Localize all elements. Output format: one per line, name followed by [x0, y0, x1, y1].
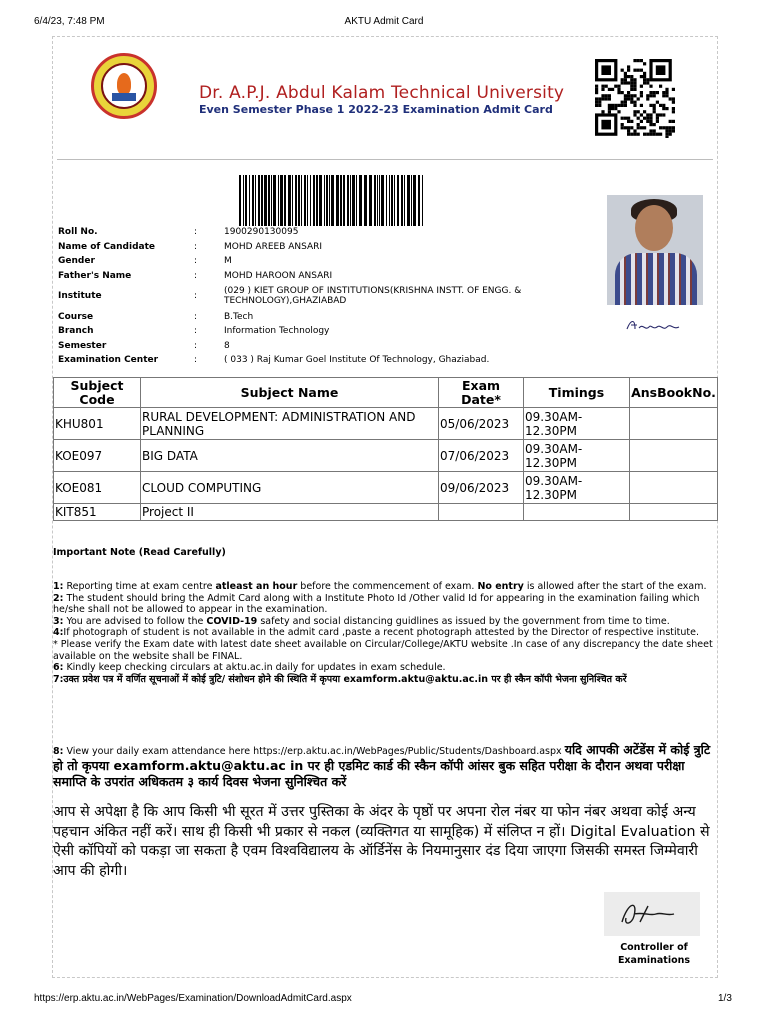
subject-date: 07/06/2023: [439, 440, 524, 472]
info-row: [58, 269, 584, 284]
note-6: 6: Kindly keep checking circulars at aktu.ac.in daily for updates in exam schedule.: [53, 662, 446, 674]
subject-table: [53, 377, 718, 521]
info-value: 8: [224, 340, 230, 351]
hindi-instruction: आप से अपेक्षा है कि आप किसी भी सूरत में उत्तर पुस्तिका के अंदर के पृष्ठों पर अपना रोल नंबर या फोन नंबर अथवा कोई अन्य पहचान अंकित नहीं करें। साथ ही किसी भी प्रकार से नकल (व्यक्तिगत या सामूहिक) में संलिप्त न हों। Digital Evaluation से ऐसी कॉपियों को पकड़ा जा सकता है एवम विश्वविद्यालय के ऑर्डिनेंस के नियमानुसार दंड दिया जाएगा जिसकी समस्त जिम्मेवारी आप की होगी।: [53, 804, 710, 879]
subject-name: CLOUD COMPUTING: [141, 472, 439, 504]
subject-code: KHU801: [54, 408, 141, 440]
info-label: Examination Center: [58, 355, 159, 366]
info-colon: :: [194, 227, 198, 238]
info-row: [58, 324, 584, 339]
info-value: B.Tech: [224, 311, 254, 322]
print-title: AKTU Admit Card: [344, 16, 424, 27]
info-label: Name of Candidate: [58, 241, 155, 252]
th-subject-name: Subject Name: [141, 378, 439, 408]
subject-name: RURAL DEVELOPMENT: ADMINISTRATION AND PLANNING: [141, 408, 439, 440]
info-label: Gender: [58, 256, 95, 267]
subject-row: [54, 472, 718, 504]
subject-name: Project II: [141, 504, 439, 521]
subject-name: BIG DATA: [141, 440, 439, 472]
print-page-number: 1/3: [718, 993, 732, 1004]
subject-ansbook: [630, 408, 718, 440]
important-note-heading: Important Note (Read Carefully): [53, 547, 226, 558]
note-1: 1: Reporting time at exam centre atleast an hour before the commencement of exam. No entry is allowed after the start of the exam.: [53, 581, 707, 592]
info-label: Branch: [58, 326, 94, 337]
note-7: 7:उक्त प्रवेश पत्र में वर्णित सूचनाओं में कोई त्रुटि/ संशोधन होने की स्थिति में कृपया examform.aktu@aktu.ac.in पर ही स्कैन कॉपी भेजना सुनिश्चित करें: [53, 673, 627, 685]
admit-card: [52, 36, 718, 978]
subject-ansbook: [630, 472, 718, 504]
info-colon: :: [194, 311, 198, 322]
subject-date: [439, 504, 524, 521]
university-logo: [91, 53, 157, 119]
th-exam-date: Exam Date*: [439, 378, 524, 408]
note-3: 3: You are advised to follow the COVID-19 safety and social distancing guidlines as issued by the government from time to time.: [53, 615, 670, 627]
info-row: [58, 309, 584, 324]
info-label: Roll No.: [58, 227, 98, 238]
print-datetime: 6/4/23, 7:48 PM: [34, 16, 105, 27]
subject-row: [54, 408, 718, 440]
qr-code: [593, 58, 677, 138]
info-value: Information Technology: [224, 326, 330, 337]
subject-timings: [524, 504, 630, 521]
student-info: [58, 225, 584, 368]
note-2: 2: The student should bring the Admit Card along with a Institute Photo Id /Other valid Id for appearing in the examination failing which he/she shall not be allowed to appear in the examination.: [53, 592, 700, 616]
candidate-signature: [623, 315, 689, 335]
subject-row: [54, 504, 718, 521]
info-value: MOHD AREEB ANSARI: [224, 241, 323, 252]
print-url: https://erp.aktu.ac.in/WebPages/Examination/DownloadAdmitCard.aspx: [34, 993, 352, 1004]
info-colon: :: [194, 271, 198, 282]
info-colon: :: [194, 326, 198, 337]
info-row: [58, 283, 584, 309]
info-row: [58, 353, 584, 368]
info-label: Semester: [58, 340, 107, 351]
info-colon: :: [194, 291, 198, 302]
info-label: Course: [58, 311, 94, 322]
subject-timings: 09.30AM-12.30PM: [524, 472, 630, 504]
exam-title: Even Semester Phase 1 2022-23 Examination Admit Card: [199, 103, 553, 116]
controller-label: Controller of Examinations: [617, 942, 691, 966]
info-row: [58, 240, 584, 255]
info-value: (029 ) KIET GROUP OF INSTITUTIONS(KRISHNA INSTT. OF ENGG. & TECHNOLOGY),GHAZIABAD: [224, 286, 522, 307]
th-subject-code: Subject Code: [54, 378, 141, 408]
info-colon: :: [194, 340, 198, 351]
subject-code: KIT851: [54, 504, 141, 521]
note-8: 8: View your daily exam attendance here https://erp.aktu.ac.in/WebPages/Public/Students/Dashboard.aspx यदि आपकी अटेंडेंस में कोई त्रुटि हो तो कृपया examform.aktu@aktu.ac in पर ही एडमिट कार्ड की स्कैन कॉपी आंसर बुक सहित परीक्षा के दौरान अथवा परीक्षा समाप्ति के उपरांत अधिकतम ३ कार्य दिवस भेजना सुनिश्चित करें: [53, 742, 711, 789]
info-row: [58, 339, 584, 354]
subject-date: 09/06/2023: [439, 472, 524, 504]
subject-ansbook: [630, 440, 718, 472]
info-label: Father's Name: [58, 271, 132, 282]
info-label: Institute: [58, 291, 102, 302]
subject-timings: 09.30AM-12.30PM: [524, 440, 630, 472]
th-timings: Timings: [524, 378, 630, 408]
note-5: * Please verify the Exam date with latest date sheet available on Circular/College/AKTU website .In case of any discrepancy the date sheet available on the website shall be FINAL.: [53, 638, 713, 662]
controller-signature: [604, 892, 700, 936]
university-name: Dr. A.P.J. Abdul Kalam Technical University: [199, 83, 565, 103]
info-value: M: [224, 256, 232, 267]
info-colon: :: [194, 355, 198, 366]
info-colon: :: [194, 241, 198, 252]
subject-code: KOE081: [54, 472, 141, 504]
subject-ansbook: [630, 504, 718, 521]
divider: [57, 159, 713, 160]
info-row: [58, 254, 584, 269]
notes-list: [53, 581, 717, 685]
roll-barcode: [237, 175, 425, 226]
info-value: ( 033 ) Raj Kumar Goel Institute Of Technology, Ghaziabad.: [224, 355, 490, 366]
candidate-photo: [607, 195, 703, 305]
subject-code: KOE097: [54, 440, 141, 472]
info-value: MOHD HAROON ANSARI: [224, 271, 333, 282]
info-value: 1900290130095: [224, 227, 299, 238]
th-ansbook: AnsBookNo.: [630, 378, 718, 408]
subject-timings: 09.30AM-12.30PM: [524, 408, 630, 440]
info-colon: :: [194, 256, 198, 267]
subject-row: [54, 440, 718, 472]
subject-date: 05/06/2023: [439, 408, 524, 440]
note-4: 4:If photograph of student is not available in the admit card ,paste a recent photograph attested by the Director of respective institute.: [53, 627, 699, 639]
info-row: [58, 225, 584, 240]
